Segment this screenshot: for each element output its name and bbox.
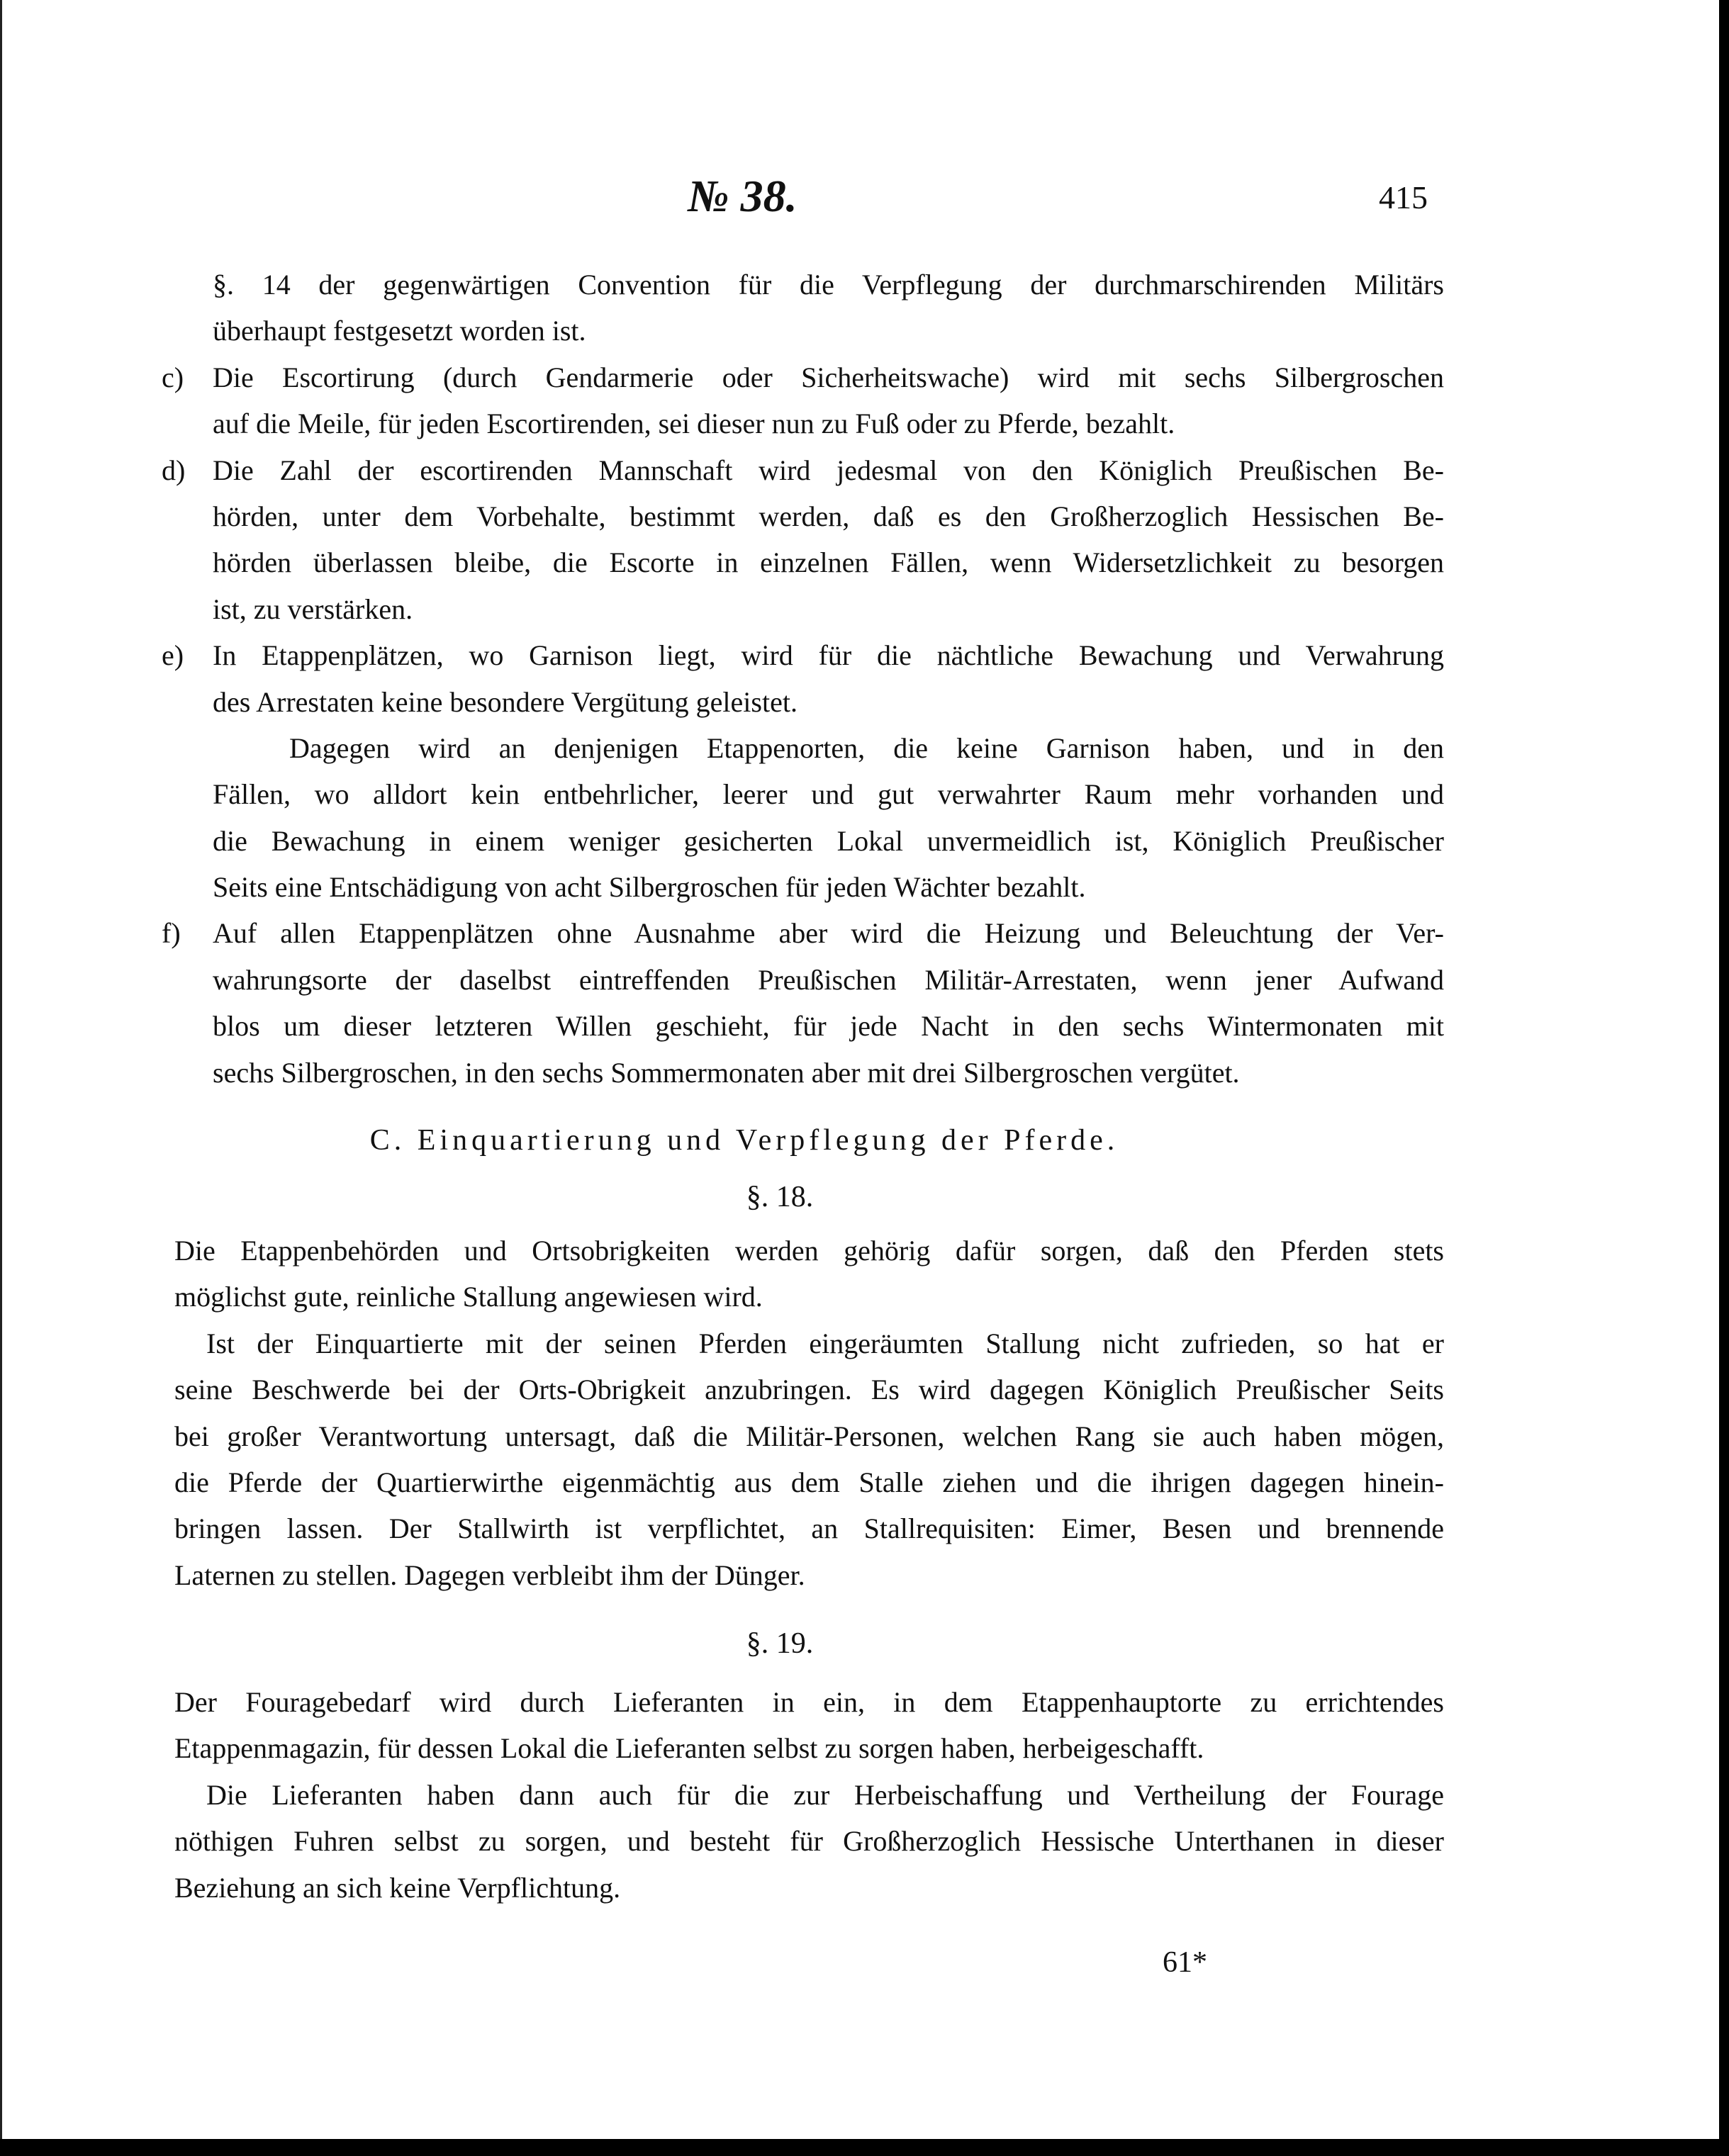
text-line [162, 354, 1444, 400]
text-line [174, 1818, 1444, 1864]
text-line [213, 818, 1444, 864]
line-text: Die Zahl der escortirenden Mannschaft wird jedesmal von den Königlich Preußischen Be- [213, 454, 1444, 486]
item-label: f) [162, 917, 181, 950]
page-number: 415 [1379, 179, 1428, 215]
line-text: Die Lieferanten haben dann auch für die zur Herbeischaffung und Vertheilung der Fourage [206, 1778, 1444, 1811]
text-line [174, 1725, 1444, 1771]
line-text: sechs Silbergroschen, in den sechs Sommermonaten aber mit drei Silbergroschen vergütet. [213, 1056, 1240, 1089]
text-line [162, 910, 1444, 956]
line-text: Laternen zu stellen. Dagegen verbleibt ihm der Dünger. [174, 1559, 805, 1591]
text-line [174, 1413, 1444, 1459]
line-text: Der Fouragebedarf wird durch Lieferanten in ein, in dem Etappenhauptorte zu errichtendes [174, 1686, 1444, 1718]
line-text: In Etappenplätzen, wo Garnison liegt, wird für die nächtliche Bewachung und Verwahrung [213, 639, 1444, 672]
text-line [174, 1772, 1444, 1818]
line-text: Auf allen Etappenplätzen ohne Ausnahme aber wird die Heizung und Beleuchtung der Ver- [213, 917, 1444, 950]
scan-edge-left [0, 0, 2, 2156]
line-text: des Arrestaten keine besondere Vergütung geleistet. [213, 685, 798, 718]
section-a-text [162, 262, 1444, 1096]
text-line [213, 864, 1444, 910]
text-line [213, 725, 1444, 771]
text-line [162, 632, 1444, 678]
scan-edge-right [1719, 0, 1729, 2156]
line-text: ist, zu verstärken. [213, 593, 413, 625]
line-text: Dagegen wird an denjenigen Etappenorten, die keine Garnison haben, und in den [289, 731, 1444, 764]
item-label: d) [162, 454, 186, 486]
line-text: Ist der Einquartierte mit der seinen Pferden eingeräumten Stallung nicht zufrieden, so hat er [206, 1327, 1444, 1359]
line-text: überhaupt festgesetzt worden ist. [213, 315, 586, 347]
item-label: e) [162, 639, 184, 672]
line-text: hörden, unter dem Vorbehalte, bestimmt werden, daß es den Großherzoglich Hessischen Be- [213, 500, 1444, 532]
section-18-text [174, 1228, 1444, 1598]
text-line [213, 586, 1444, 632]
text-line [213, 771, 1444, 817]
text-line [174, 1552, 1444, 1598]
text-line [174, 1366, 1444, 1413]
line-text: möglichst gute, reinliche Stallung angewiesen wird. [174, 1281, 763, 1313]
line-text: blos um dieser letzteren Willen geschieht, für jede Nacht in den sechs Wintermonaten mit [213, 1010, 1444, 1043]
text-line [174, 1505, 1444, 1551]
text-line [213, 308, 1444, 354]
scan-edge-bottom [0, 2139, 1729, 2156]
heading-c: C. Einquartierung und Verpflegung der Pferde. [369, 1124, 1119, 1157]
line-text: auf die Meile, für jeden Escortirenden, sei dieser nun zu Fuß oder zu Pferde, bezahlt. [213, 408, 1175, 440]
text-line [213, 957, 1444, 1003]
text-line [213, 1003, 1444, 1049]
line-text: seine Beschwerde bei der Orts-Obrigkeit anzubringen. Es wird dagegen Königlich Preußischer Seits [174, 1374, 1444, 1406]
signature-mark: 61* [1163, 1946, 1207, 1979]
line-text: wahrungsorte der daselbst eintreffenden Preußischen Militär-Arrestaten, wenn jener Aufwand [213, 963, 1444, 996]
line-text: Die Etappenbehörden und Ortsobrigkeiten werden gehörig dafür sorgen, daß den Pferden stets [174, 1235, 1444, 1267]
text-line [174, 1274, 1444, 1320]
line-text: die Bewachung in einem weniger gesicherten Lokal unvermeidlich ist, Königlich Preußischer [213, 824, 1444, 857]
text-line [213, 400, 1444, 447]
text-line [213, 1050, 1444, 1096]
text-line [213, 679, 1444, 725]
text-line [213, 539, 1444, 585]
line-text: bei großer Verantwortung untersagt, daß die Militär-Personen, welchen Rang sie auch haben mögen, [174, 1420, 1444, 1452]
text-line [174, 1459, 1444, 1505]
text-line [174, 1679, 1444, 1725]
line-text: nöthigen Fuhren selbst zu sorgen, und besteht für Großherzoglich Hessische Unterthanen in dieser [174, 1825, 1444, 1858]
issue-number: № 38. [688, 171, 798, 221]
line-text: hörden überlassen bleibe, die Escorte in einzelnen Fällen, wenn Widersetzlichkeit zu besorgen [213, 546, 1444, 579]
text-line [174, 1865, 1444, 1911]
line-text: Beziehung an sich keine Verpflichtung. [174, 1871, 621, 1904]
line-text: Die Escortirung (durch Gendarmerie oder Sicherheitswache) wird mit sechs Silbergroschen [213, 361, 1444, 393]
line-text: §. 14 der gegenwärtigen Convention für die Verpflegung der durchmarschirenden Militärs [213, 269, 1444, 301]
text-line [174, 1228, 1444, 1274]
text-line [162, 447, 1444, 493]
line-text: die Pferde der Quartierwirthe eigenmächtig aus dem Stalle ziehen und die ihrigen dagegen hinein- [174, 1466, 1444, 1498]
heading-paragraph-18: §. 18. [746, 1181, 814, 1213]
heading-paragraph-19: §. 19. [746, 1627, 814, 1660]
line-text: Seits eine Entschädigung von acht Silbergroschen für jeden Wächter bezahlt. [213, 871, 1086, 904]
line-text: Etappenmagazin, für dessen Lokal die Lieferanten selbst zu sorgen haben, herbeigeschafft. [174, 1732, 1204, 1765]
section-19-text [174, 1679, 1444, 1911]
text-line [213, 493, 1444, 539]
line-text: Fällen, wo alldort kein entbehrlicher, leerer und gut verwahrter Raum mehr vorhanden und [213, 778, 1444, 811]
line-text: bringen lassen. Der Stallwirth ist verpflichtet, an Stallrequisiten: Eimer, Besen und brennende [174, 1512, 1444, 1545]
text-line [213, 262, 1444, 308]
text-line [174, 1320, 1444, 1366]
item-label: c) [162, 361, 184, 393]
